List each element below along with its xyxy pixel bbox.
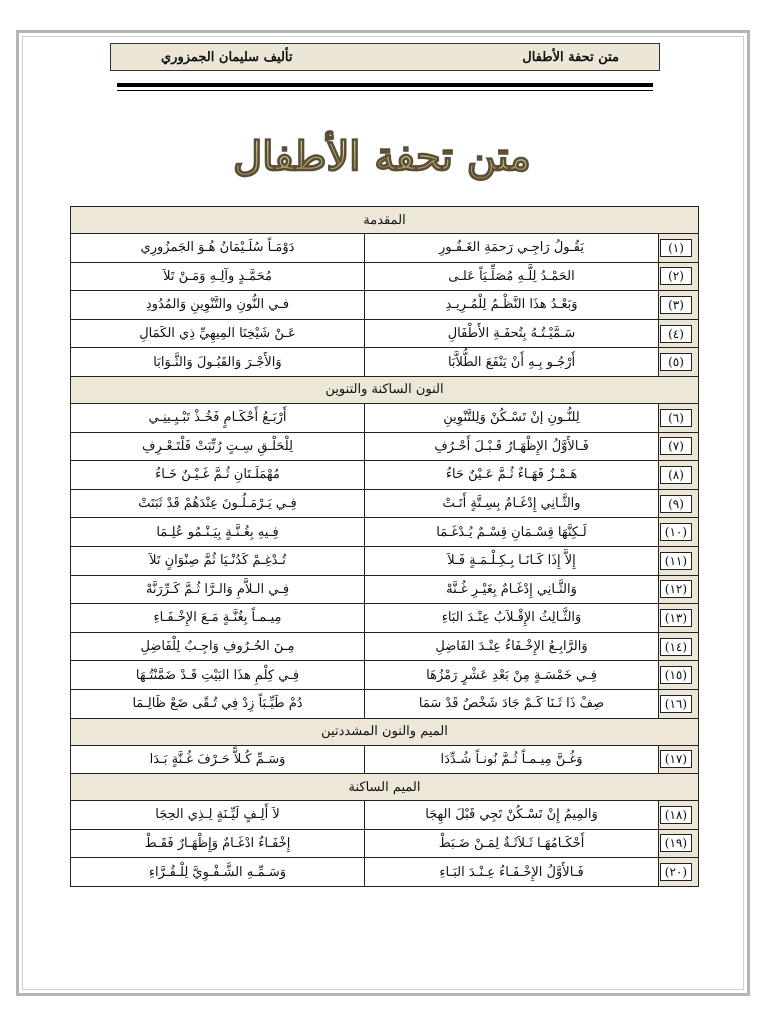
- section-heading-row: [71, 718, 699, 745]
- verse-row: [71, 291, 699, 320]
- verse-row: [71, 745, 699, 774]
- verse-first-hemistich: سَـمَّيْـتُـهُ بِتُحفَـةِ الأَطْفَالِ: [365, 319, 659, 348]
- verse-second-hemistich: وَالأَجْـرَ وَالقَبُـولَ وَالثَّـوَابَا: [71, 348, 365, 377]
- verse-second-hemistich: لاَ أَلِـفٍ لَيِّـنَةٍ لِـذِي الحِجَا: [71, 801, 365, 830]
- verse-row: [71, 632, 699, 661]
- verse-first-hemistich: أَحْكَـامُهَـا ثَـلاَثَـةٌ لِمَـنْ ضَـبَطْ: [365, 829, 659, 858]
- verse-number: (١٩): [660, 834, 692, 852]
- verse-row: [71, 801, 699, 830]
- verse-number: (١٧): [660, 750, 692, 768]
- verse-number: (٤): [660, 325, 692, 343]
- verse-second-hemistich: فـي النُّونِ والتَّنْوِينِ وَالمُدُودِ: [71, 291, 365, 320]
- verse-first-hemistich: صِفْ ذَا ثَـنَا كَـمْ جَادَ شَخْصٌ قَدْ سَمَا: [365, 689, 659, 718]
- verse-number-cell: [659, 518, 699, 547]
- verse-number: (٣): [660, 296, 692, 314]
- verse-second-hemistich: دَوْمَـاً سُلَـيْمَانُ هُـوَ الجَمزُورِي: [71, 234, 365, 263]
- verse-number: (٩): [660, 495, 692, 513]
- verse-second-hemistich: فِـي كِلْمِ هذَا البَيْتِ قَـدْ ضَمَّنْتُـهَا: [71, 661, 365, 690]
- verse-number-cell: [659, 661, 699, 690]
- verse-first-hemistich: وَالرَّابِـعُ الإِخْـفَاءُ عِنْـدَ الفَاضِلِ: [365, 632, 659, 661]
- verse-number-cell: [659, 432, 699, 461]
- verse-number: (١٥): [660, 666, 692, 684]
- header-rule-thick: [117, 83, 653, 87]
- verse-second-hemistich: تُـدْغِـمْ كَدُنْـيَا ثُمَّ صِنْوَانٍ تَلاَ: [71, 546, 365, 575]
- verse-number-cell: [659, 489, 699, 518]
- verse-first-hemistich: إِلاَّ إِذَا كَـانَـا بِـكِـلْـمَـةٍ فَـلاَ: [365, 546, 659, 575]
- section-heading-row: [71, 376, 699, 403]
- header-author: تأليف سليمان الجمزوري: [161, 49, 293, 65]
- verse-first-hemistich: وَالثَّـالِثُ الإِقْـلاَبُ عِنْـدَ البَاءِ: [365, 604, 659, 633]
- verse-row: [71, 829, 699, 858]
- verse-first-hemistich: هَـمْـزٌ فَهَـاءٌ ثُـمَّ عَـيْنٌ حَاءُ: [365, 461, 659, 490]
- verse-number-cell: [659, 403, 699, 432]
- verse-second-hemistich: فِـيهِ بِغُـنَّـةٍ بِيَـنْـمُو عُلِـمَا: [71, 518, 365, 547]
- verse-first-hemistich: لِلنُّـونِ إنْ تَسْـكُنْ وَلِلتَّنْوِينِ: [365, 403, 659, 432]
- verse-row: [71, 689, 699, 718]
- section-title: الميم الساكنة: [71, 774, 699, 801]
- verse-first-hemistich: لَـكِنَّهَا قِسْـمَانِ قِسْـمٌ يُـدْغَـمَا: [365, 518, 659, 547]
- verse-row: [71, 319, 699, 348]
- verse-second-hemistich: وَسَـمِّـهِ الشَّـفْـوِيَّ لِلْـقُـرَّاءِ: [71, 858, 365, 887]
- poem-table: [70, 206, 699, 887]
- verse-first-hemistich: الحَمْـدُ لِلَّـهِ مُصَلِّـيَاً عَلـى: [365, 262, 659, 291]
- verse-number-cell: [659, 291, 699, 320]
- verse-number-cell: [659, 858, 699, 887]
- verse-row: [71, 461, 699, 490]
- verse-second-hemistich: دُمْ طَيِّـبَاً زِدْ فِي تُـقًى ضَعْ ظَالِـمَا: [71, 689, 365, 718]
- verse-second-hemistich: مِـنَ الحُـرُوفِ وَاجِـبٌ لِلْفَاضِلِ: [71, 632, 365, 661]
- verse-number-cell: [659, 234, 699, 263]
- verse-first-hemistich: يَقُـولُ رَاجِـي رَحمَةِ الغَـفُـورِ: [365, 234, 659, 263]
- verse-row: [71, 262, 699, 291]
- verse-number: (١٤): [660, 638, 692, 656]
- verse-second-hemistich: فِـي يَـرْمَـلُـونَ عِنْدَهُمْ قَدْ ثَبَتَتْ: [71, 489, 365, 518]
- verse-number: (٢٠): [660, 863, 692, 881]
- verse-second-hemistich: مِيـمـاً بِغُنَّـةٍ مَـعَ الإِخْـفَـاءِ: [71, 604, 365, 633]
- verse-row: [71, 546, 699, 575]
- verse-row: [71, 403, 699, 432]
- verse-number: (٥): [660, 353, 692, 371]
- verse-first-hemistich: فَـالأَوَّلُ الإِخْـفَـاءُ عِـنْـدَ البَـاءِ: [365, 858, 659, 887]
- verse-first-hemistich: فَـالأَوَّلُ الإِظْهَـارُ قَـبْـلَ أَحْـرُفِ: [365, 432, 659, 461]
- verse-number: (١٠): [660, 523, 692, 541]
- verse-first-hemistich: أَرْجُـو بِـهِ أَنْ يَنْفَعَ الطُّلاَّبَا: [365, 348, 659, 377]
- header-book-title: متن تحفة الأطفال: [522, 49, 619, 65]
- verse-number-cell: [659, 546, 699, 575]
- verse-number-cell: [659, 262, 699, 291]
- verse-second-hemistich: لِلْحَلْـقِ سِـتٍ رُتِّبَتْ فَلْتَـعْـرِفِ: [71, 432, 365, 461]
- verse-second-hemistich: أَرْبَـعُ أَحْكَـامٍ فَخُـذْ تَبْـيِـينِـي: [71, 403, 365, 432]
- verse-row: [71, 604, 699, 633]
- verse-row: [71, 348, 699, 377]
- verse-row: [71, 234, 699, 263]
- verse-row: [71, 518, 699, 547]
- verse-number-cell: [659, 319, 699, 348]
- verse-number-cell: [659, 604, 699, 633]
- verse-row: [71, 575, 699, 604]
- verse-number-cell: [659, 575, 699, 604]
- verse-number: (٨): [660, 466, 692, 484]
- verse-row: [71, 858, 699, 887]
- section-heading-row: [71, 774, 699, 801]
- verse-second-hemistich: مُحَمَّـدٍ وآلِـهِ وَمَـنْ تَلاَ: [71, 262, 365, 291]
- verse-number: (٦): [660, 409, 692, 427]
- verse-number: (١٨): [660, 806, 692, 824]
- verse-second-hemistich: مُهْمَلَـتَانِ ثُـمَّ غَـيْـنٌ خَـاءُ: [71, 461, 365, 490]
- calligraphy-title: [233, 96, 531, 196]
- verse-first-hemistich: فِـي خَمْسَـةٍ مِنْ بَعْدِ عَشْرٍ رَمْزُهَا: [365, 661, 659, 690]
- verse-first-hemistich: والثَّـانِي إِدْغَـامٌ بِسِـتَّةٍ أَتَـتْ: [365, 489, 659, 518]
- verse-row: [71, 489, 699, 518]
- verse-number: (١١): [660, 552, 692, 570]
- verse-number: (١٢): [660, 580, 692, 598]
- verse-first-hemistich: وَبَعْـدُ هذَا النَّظْـمُ لِلْمُـرِيـدِ: [365, 291, 659, 320]
- verse-row: [71, 432, 699, 461]
- verse-second-hemistich: إِخْفَـاءٌ ادْغَـامٌ وَإِظْهَـارٌ فَقَـطْ: [71, 829, 365, 858]
- verse-first-hemistich: وَالمِيمُ إِنْ تَسْـكُنْ تَجِي قَبْلَ الهِجَا: [365, 801, 659, 830]
- running-header: [110, 43, 660, 71]
- verse-number-cell: [659, 461, 699, 490]
- verse-second-hemistich: وَسَـمِّ كُـلاًّ حَـرْفَ غُـنَّةٍ بَـدَا: [71, 745, 365, 774]
- section-heading-row: [71, 207, 699, 234]
- verse-number-cell: [659, 689, 699, 718]
- verse-row: [71, 661, 699, 690]
- verse-first-hemistich: وَغُـنَّ مِيـمـاً ثُـمَّ نُونـاً شُـدِّدَا: [365, 745, 659, 774]
- verse-number-cell: [659, 801, 699, 830]
- verse-number-cell: [659, 348, 699, 377]
- section-title: المقدمة: [71, 207, 699, 234]
- verse-second-hemistich: عَـنْ شَيْخِنَا المِيهِيِّ ذِي الكَمَالِ: [71, 319, 365, 348]
- verse-number-cell: [659, 829, 699, 858]
- verse-number-cell: [659, 745, 699, 774]
- calligraphy-title-text: متن تحفة الأطفال: [233, 133, 531, 180]
- section-title: النون الساكنة والتنوين: [71, 376, 699, 403]
- verse-number: (٧): [660, 437, 692, 455]
- verse-first-hemistich: وَالثَّـانِي إِدْغَـامٌ بِغَيْـرِ غُـنَّهْ: [365, 575, 659, 604]
- verse-number: (٢): [660, 267, 692, 285]
- verse-number: (١): [660, 239, 692, 257]
- header-rule-thin: [117, 90, 653, 91]
- verse-number: (١٦): [660, 695, 692, 713]
- verse-number: (١٣): [660, 609, 692, 627]
- section-title: الميم والنون المشددتين: [71, 718, 699, 745]
- verse-second-hemistich: فِـي الـلاَّمِ وَالـرَّا ثُـمَّ كَـرِّرَنَّهْ: [71, 575, 365, 604]
- verse-number-cell: [659, 632, 699, 661]
